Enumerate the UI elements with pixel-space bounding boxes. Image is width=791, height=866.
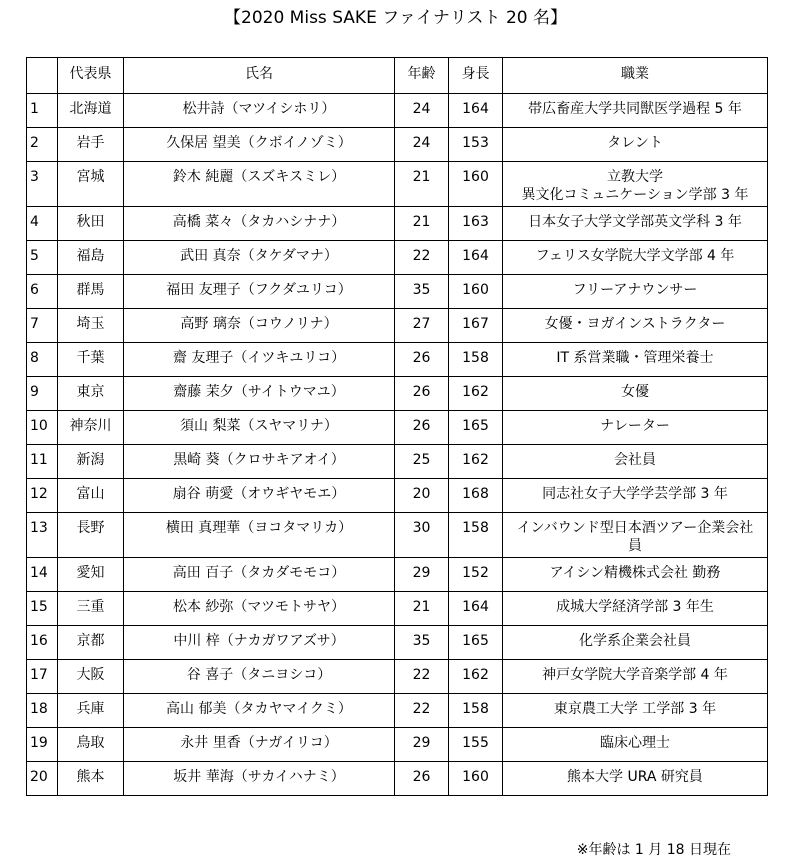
table-row (27, 128, 768, 162)
table-row (27, 377, 768, 411)
cell-height: 167 (449, 309, 503, 343)
cell-prefecture: 兵庫 (58, 694, 124, 728)
header-age: 年齢 (395, 58, 449, 94)
cell-name: 高山 郁美（タカヤマイクミ） (124, 694, 395, 728)
cell-prefecture: 神奈川 (58, 411, 124, 445)
table-row (27, 309, 768, 343)
cell-prefecture: 鳥取 (58, 728, 124, 762)
cell-prefecture: 群馬 (58, 275, 124, 309)
cell-height: 164 (449, 241, 503, 275)
cell-height: 152 (449, 558, 503, 592)
occupation-line-1: 立教大学 (607, 169, 663, 185)
cell-occupation: 熊本大学 URA 研究員 (503, 762, 768, 796)
cell-prefecture: 東京 (58, 377, 124, 411)
cell-name: 中川 梓（ナカガワアズサ） (124, 626, 395, 660)
cell-prefecture: 熊本 (58, 762, 124, 796)
cell-no: 2 (27, 128, 58, 162)
cell-occupation (503, 513, 768, 558)
cell-prefecture: 新潟 (58, 445, 124, 479)
cell-occupation: 東京農工大学 工学部 3 年 (503, 694, 768, 728)
cell-occupation: 神戸女学院大学音楽学部 4 年 (503, 660, 768, 694)
cell-height: 168 (449, 479, 503, 513)
cell-height: 155 (449, 728, 503, 762)
cell-occupation: タレント (503, 128, 768, 162)
cell-prefecture: 長野 (58, 513, 124, 558)
cell-height: 160 (449, 762, 503, 796)
cell-name: 鈴木 純麗（スズキスミレ） (124, 162, 395, 207)
cell-no: 20 (27, 762, 58, 796)
cell-no: 12 (27, 479, 58, 513)
cell-name: 松本 紗弥（マツモトサヤ） (124, 592, 395, 626)
table-row (27, 479, 768, 513)
finalists-table (26, 57, 768, 796)
cell-no: 11 (27, 445, 58, 479)
cell-name: 齋藤 茉夕（サイトウマユ） (124, 377, 395, 411)
cell-age: 22 (395, 241, 449, 275)
cell-age: 24 (395, 94, 449, 128)
cell-occupation: 日本女子大学文学部英文学科 3 年 (503, 207, 768, 241)
cell-occupation: IT 系営業職・管理栄養士 (503, 343, 768, 377)
header-height: 身長 (449, 58, 503, 94)
cell-occupation: フェリス女学院大学文学部 4 年 (503, 241, 768, 275)
table-row (27, 513, 768, 558)
cell-occupation: ナレーター (503, 411, 768, 445)
cell-height: 153 (449, 128, 503, 162)
cell-age: 21 (395, 592, 449, 626)
cell-prefecture: 福島 (58, 241, 124, 275)
cell-no: 8 (27, 343, 58, 377)
cell-no: 19 (27, 728, 58, 762)
cell-age: 29 (395, 728, 449, 762)
cell-prefecture: 京都 (58, 626, 124, 660)
cell-no: 13 (27, 513, 58, 558)
header-occupation: 職業 (503, 58, 768, 94)
cell-no: 4 (27, 207, 58, 241)
cell-name: 永井 里香（ナガイリコ） (124, 728, 395, 762)
cell-height: 160 (449, 162, 503, 207)
cell-no: 6 (27, 275, 58, 309)
cell-height: 158 (449, 513, 503, 558)
cell-age: 24 (395, 128, 449, 162)
cell-occupation: 女優 (503, 377, 768, 411)
cell-name: 齋 友理子（イツキユリコ） (124, 343, 395, 377)
table-row (27, 626, 768, 660)
cell-height: 162 (449, 660, 503, 694)
cell-occupation: 同志社女子大学学芸学部 3 年 (503, 479, 768, 513)
cell-occupation: アイシン精機株式会社 勤務 (503, 558, 768, 592)
cell-age: 26 (395, 411, 449, 445)
cell-name: 扇谷 萌愛（オウギヤモエ） (124, 479, 395, 513)
cell-height: 164 (449, 592, 503, 626)
cell-name: 黒崎 葵（クロサキアオイ） (124, 445, 395, 479)
cell-height: 165 (449, 626, 503, 660)
cell-name: 坂井 華海（サカイハナミ） (124, 762, 395, 796)
cell-occupation: 成城大学経済学部 3 年生 (503, 592, 768, 626)
cell-occupation: 会社員 (503, 445, 768, 479)
cell-name: 高野 璃奈（コウノリナ） (124, 309, 395, 343)
cell-occupation: 化学系企業会社員 (503, 626, 768, 660)
cell-prefecture: 大阪 (58, 660, 124, 694)
cell-name: 谷 喜子（タニヨシコ） (124, 660, 395, 694)
cell-age: 20 (395, 479, 449, 513)
table-header-row (27, 58, 768, 94)
cell-occupation: 臨床心理士 (503, 728, 768, 762)
cell-height: 158 (449, 343, 503, 377)
cell-age: 22 (395, 660, 449, 694)
cell-age: 26 (395, 343, 449, 377)
table-row (27, 162, 768, 207)
table-row (27, 343, 768, 377)
cell-height: 158 (449, 694, 503, 728)
cell-no: 3 (27, 162, 58, 207)
cell-age: 27 (395, 309, 449, 343)
cell-age: 26 (395, 377, 449, 411)
cell-prefecture: 北海道 (58, 94, 124, 128)
table-row (27, 762, 768, 796)
cell-occupation: 女優・ヨガインストラクター (503, 309, 768, 343)
cell-occupation: 帯広畜産大学共同獣医学過程 5 年 (503, 94, 768, 128)
cell-height: 165 (449, 411, 503, 445)
footnote: ※年齢は 1 月 18 日現在 (576, 842, 731, 858)
header-no (27, 58, 58, 94)
cell-no: 17 (27, 660, 58, 694)
cell-prefecture: 埼玉 (58, 309, 124, 343)
cell-name: 高橋 菜々（タカハシナナ） (124, 207, 395, 241)
table-row (27, 558, 768, 592)
header-prefecture: 代表県 (58, 58, 124, 94)
table-row (27, 94, 768, 128)
cell-name: 横田 真理華（ヨコタマリカ） (124, 513, 395, 558)
cell-no: 5 (27, 241, 58, 275)
cell-occupation (503, 162, 768, 207)
cell-height: 162 (449, 377, 503, 411)
occupation-line-2: 異文化コミュニケーション学部 3 年 (521, 187, 749, 203)
cell-no: 9 (27, 377, 58, 411)
cell-name: 松井詩（マツイシホリ） (124, 94, 395, 128)
table-row (27, 275, 768, 309)
cell-prefecture: 愛知 (58, 558, 124, 592)
cell-age: 35 (395, 626, 449, 660)
cell-age: 29 (395, 558, 449, 592)
table-row (27, 411, 768, 445)
cell-prefecture: 秋田 (58, 207, 124, 241)
cell-prefecture: 岩手 (58, 128, 124, 162)
cell-name: 久保居 望美（クボイノゾミ） (124, 128, 395, 162)
cell-no: 16 (27, 626, 58, 660)
table-row (27, 241, 768, 275)
table-row (27, 660, 768, 694)
cell-age: 22 (395, 694, 449, 728)
header-name: 氏名 (124, 58, 395, 94)
page-title: 【2020 Miss SAKE ファイナリスト 20 名】 (224, 8, 567, 28)
cell-name: 高田 百子（タカダモモコ） (124, 558, 395, 592)
table-row (27, 592, 768, 626)
occupation-line-2: 員 (628, 538, 642, 554)
cell-age: 21 (395, 207, 449, 241)
cell-prefecture: 千葉 (58, 343, 124, 377)
cell-prefecture: 宮城 (58, 162, 124, 207)
cell-age: 21 (395, 162, 449, 207)
cell-height: 162 (449, 445, 503, 479)
cell-occupation: フリーアナウンサー (503, 275, 768, 309)
cell-height: 164 (449, 94, 503, 128)
cell-age: 26 (395, 762, 449, 796)
cell-name: 福田 友理子（フクダユリコ） (124, 275, 395, 309)
cell-no: 7 (27, 309, 58, 343)
cell-prefecture: 三重 (58, 592, 124, 626)
cell-height: 163 (449, 207, 503, 241)
cell-age: 35 (395, 275, 449, 309)
table-row (27, 728, 768, 762)
cell-name: 武田 真奈（タケダマナ） (124, 241, 395, 275)
table-row (27, 694, 768, 728)
occupation-line-1: インバウンド型日本酒ツアー企業会社 (516, 520, 754, 536)
cell-age: 25 (395, 445, 449, 479)
cell-name: 須山 梨菜（スヤマリナ） (124, 411, 395, 445)
table-row (27, 445, 768, 479)
cell-prefecture: 富山 (58, 479, 124, 513)
cell-age: 30 (395, 513, 449, 558)
cell-no: 18 (27, 694, 58, 728)
cell-no: 15 (27, 592, 58, 626)
cell-no: 1 (27, 94, 58, 128)
cell-no: 14 (27, 558, 58, 592)
cell-height: 160 (449, 275, 503, 309)
cell-no: 10 (27, 411, 58, 445)
table-row (27, 207, 768, 241)
